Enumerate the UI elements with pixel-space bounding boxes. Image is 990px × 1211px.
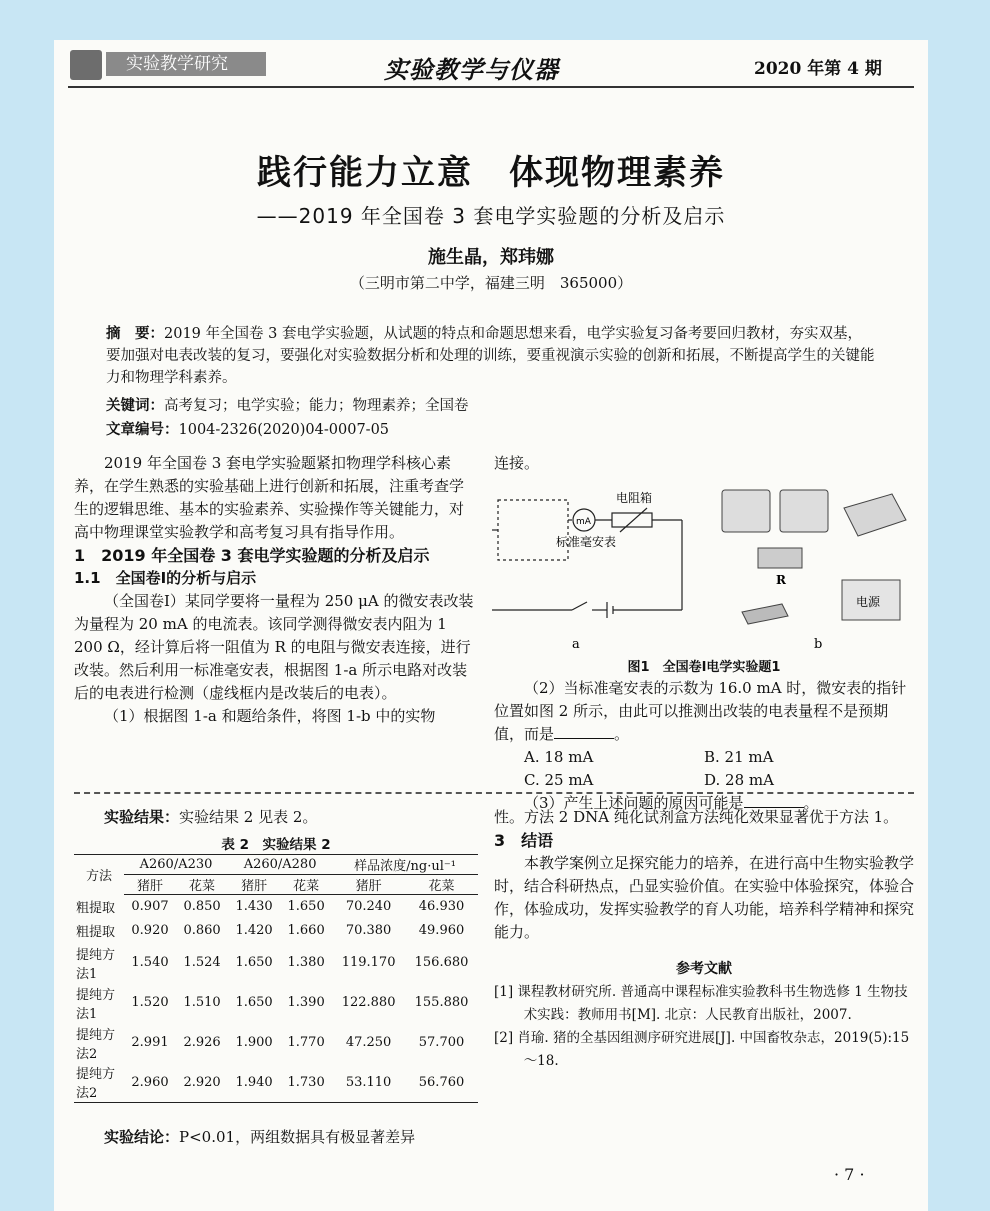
fig-label-b: b (814, 637, 823, 652)
question-1: （1）根据图 1-a 和题给条件，将图 1-b 中的实物 (104, 707, 436, 725)
table-cell-method: 粗提取 (76, 901, 116, 916)
experiment-conclusion-line (74, 1126, 478, 1149)
section-heading-3: 3 结语 (494, 831, 554, 850)
article-separator (74, 792, 914, 794)
abstract-text: 2019 年全国卷 3 套电学实验题，从试题的特点和命题思想来看，电学实验复习备考要回归教材，夯实双基，要加强对电表改装的复习，要强化对实验数据分析和处理的训练，要重视演示实验的创新和拓展，不断提高学生的关键能力和物理学科素养。 (106, 326, 875, 386)
table-sub-header: 猪肝 (124, 875, 176, 895)
option-b: B. 21 mA (704, 748, 774, 766)
table-cell-value: 47.250 (345, 1035, 392, 1050)
table-2 (74, 854, 478, 1103)
table-cell-value: 1.730 (280, 1063, 332, 1103)
question-2-text: （2）当标准毫安表的示数为 16.0 mA 时，微安表的指针位置如图 2 所示，由此可以推测出改装的电表量程不是预期值，而是 (494, 679, 907, 743)
table-cell-method: 提纯方法2 (74, 1063, 124, 1103)
table-cell-value: 70.380 (345, 923, 392, 938)
table-header-group-2: A260/A280 (228, 855, 332, 875)
table-cell-value: 1.520 (131, 995, 169, 1010)
question-paragraph: （全国卷Ⅰ）某同学要将一量程为 250 μA 的微安表改装为量程为 20 mA 的电流表。该同学测得微安表内阻为 1 200 Ω，经计算后将一阻值为 R 的电阻与微安表连接，进行改装。然后利用一标准毫安表，根据图 1-a 所示电路对改装后的电表进行检测（虚线框内是改装后的电表）。 (74, 592, 474, 702)
table-cell-value: 56.760 (405, 1063, 478, 1103)
table-sub-header: 花菜 (176, 875, 228, 895)
question-2-end: 。 (614, 725, 630, 743)
option-d: D. 28 mA (704, 771, 774, 789)
table-header-group-3: 样品浓度/ng·ul⁻¹ (332, 855, 478, 875)
switch-line (572, 602, 587, 610)
resistor-box-device (844, 494, 906, 536)
table-cell-value: 53.110 (332, 1063, 405, 1103)
right-column-bottom (494, 806, 914, 1073)
table-cell-method: 提纯方法1 (76, 947, 116, 982)
conclusion-label: 实验结论： (104, 1128, 180, 1146)
table-cell-value: 1.380 (287, 955, 325, 970)
table-cell-value: 1.430 (235, 899, 273, 915)
article-number-label: 文章编号： (106, 422, 179, 438)
fig-label-standard-meter: 标准毫安表 (556, 535, 617, 549)
table-cell-value: 1.540 (131, 955, 169, 970)
table-cell-method: 粗提取 (76, 925, 116, 940)
table-2-title: 表 2 实验结果 2 (221, 837, 331, 853)
table-cell-value: 2.991 (131, 1035, 169, 1050)
section-label: 实验教学研究 (106, 52, 266, 76)
table-cell-value: 0.920 (131, 923, 169, 938)
keywords (106, 394, 469, 415)
fig-label-a: a (572, 637, 580, 652)
method-comparison-text: 性。方法 2 DNA 纯化试剂盒方法纯化效果显著优于方法 1。 (494, 808, 899, 826)
conclusion-paragraph: 本教学案例立足探究能力的培养，在进行高中生物实验教学时，结合科研热点，凸显实验价值。在实验中体验探究，体验合作，体验成功，发挥实验教学的育人功能，培养科学精神和探究能力。 (494, 854, 915, 941)
resistor-box-symbol (612, 513, 652, 527)
keywords-text: 高考复习；电学实验；能力；物理素养；全国卷 (164, 398, 469, 414)
table-cell-value: 46.930 (418, 899, 465, 915)
table-header-method: 方法 (74, 855, 124, 895)
table-row (74, 1063, 478, 1103)
figure-1-caption: 图1 全国卷Ⅰ电学实验题1 (627, 660, 781, 675)
question-3-end: 。 (803, 794, 819, 812)
result-text: 实验结果 2 见表 2。 (179, 808, 318, 826)
abstract-label: 摘 要： (106, 326, 164, 342)
table-row (74, 919, 478, 943)
switch-device (742, 604, 788, 624)
dashed-meter-box (498, 500, 568, 560)
resistor-device (758, 548, 802, 568)
fig-label-resistor-box: 电阻箱 (616, 491, 653, 505)
experiment-result-line (74, 806, 478, 829)
table-cell-value: 2.920 (176, 1063, 228, 1103)
option-c: C. 25 mA (524, 771, 594, 789)
table-sub-header: 花菜 (280, 875, 332, 895)
abstract (106, 323, 876, 389)
table-cell-value: 155.880 (414, 995, 469, 1010)
page-sheet (54, 40, 928, 1211)
microammeter-device (722, 490, 770, 532)
options-row-2 (494, 769, 914, 792)
question-2 (494, 677, 914, 746)
keywords-label: 关键词： (106, 398, 164, 414)
table-cell-value: 2.960 (124, 1063, 176, 1103)
left-column-top (74, 452, 478, 728)
fig-label-power: 电源 (856, 595, 881, 609)
table-cell-value: 1.650 (235, 955, 273, 970)
result-label: 实验结果： (104, 808, 180, 826)
conclusion-text: P<0.01，两组数据具有极显著差异 (179, 1128, 416, 1146)
table-cell-value: 1.650 (235, 995, 273, 1010)
right-column-questions (494, 677, 914, 815)
header-divider (68, 86, 914, 88)
table-cell-value: 122.880 (341, 995, 396, 1010)
article-number (106, 418, 389, 439)
table-row (74, 1023, 478, 1063)
table-row (74, 943, 478, 983)
table-cell-value: 1.940 (228, 1063, 280, 1103)
table-cell-value: 49.960 (418, 923, 465, 938)
journal-name: 实验教学与仪器 (384, 55, 559, 84)
article-affiliation: （三明市第二中学，福建三明 365000） (349, 274, 633, 292)
answer-blank-2 (554, 738, 614, 739)
article-title: 践行能力立意 体现物理素养 (257, 153, 725, 193)
table-cell-value: 1.660 (287, 923, 325, 938)
article-number-text: 1004-2326(2020)04-0007-05 (178, 422, 390, 438)
table-cell-value: 70.240 (345, 899, 392, 915)
table-header-group-1: A260/A230 (124, 855, 228, 875)
table-sub-header: 猪肝 (332, 875, 405, 895)
table-cell-value: 1.390 (287, 995, 325, 1010)
table-row (74, 895, 478, 919)
figure-1 (492, 480, 912, 652)
table-cell-value: 2.926 (183, 1035, 221, 1050)
milliammeter-device (780, 490, 828, 532)
page-number: · 7 · (834, 1165, 865, 1184)
article-subtitle: ——2019 年全国卷 3 套电学实验题的分析及启示 (256, 204, 726, 228)
table-cell-value: 119.170 (341, 955, 396, 970)
options-row-1 (494, 746, 914, 769)
question-3-text: （3）产生上述问题的原因可能是 (524, 794, 744, 812)
journal-logo-icon (70, 50, 102, 80)
table-row (74, 983, 478, 1023)
reference-1: [1] 课程教材研究所. 普通高中课程标准实验教科书生物选修 1 生物技术实践：教师用书[M]. 北京：人民教育出版社，2007. (494, 984, 908, 1023)
table-sub-header: 猪肝 (228, 875, 280, 895)
table-sub-header: 花菜 (405, 875, 478, 895)
issue-label: 2020 年第 4 期 (754, 59, 882, 79)
section-heading-1-1: 1.1 全国卷Ⅰ的分析与启示 (74, 569, 257, 587)
table-cell-value: 1.770 (287, 1035, 325, 1050)
references-title: 参考文献 (676, 961, 732, 977)
table-cell-value: 1.420 (235, 923, 273, 938)
table-cell-value: 0.907 (131, 899, 169, 915)
table-2-wrap (74, 854, 478, 1103)
table-cell-value: 156.680 (414, 955, 469, 970)
fig-label-ma: mA (576, 517, 591, 527)
intro-paragraph: 2019 年全国卷 3 套电学实验题紧扣物理学科核心素养，在学生熟悉的实验基础上进行创新和拓展，注重考查学生的逻辑思维、基本的实验素养、实验操作等关键能力，对高中物理课堂实验教学和高考复习具有指导作用。 (74, 454, 465, 541)
article-authors: 施生晶，郑玮娜 (428, 247, 554, 268)
table-cell-value: 0.860 (183, 923, 221, 938)
table-cell-value: 1.900 (235, 1035, 273, 1050)
fig-label-r: R (776, 573, 786, 587)
connect-text: 连接。 (494, 454, 540, 472)
table-cell-value: 57.700 (418, 1035, 465, 1050)
table-cell-value: 1.650 (287, 899, 325, 915)
section-heading-1: 1 2019 年全国卷 3 套电学实验题的分析及启示 (74, 546, 430, 565)
table-cell-method: 提纯方法1 (76, 987, 116, 1022)
table-cell-value: 1.524 (183, 955, 221, 970)
table-cell-method: 提纯方法2 (76, 1027, 116, 1062)
reference-2: [2] 肖瑜. 猪的全基因组测序研究进展[J]. 中国畜牧杂志，2019(5):15～18. (494, 1030, 910, 1069)
table-cell-value: 0.850 (183, 899, 221, 915)
option-a: A. 18 mA (524, 748, 594, 766)
table-cell-value: 1.510 (183, 995, 221, 1010)
